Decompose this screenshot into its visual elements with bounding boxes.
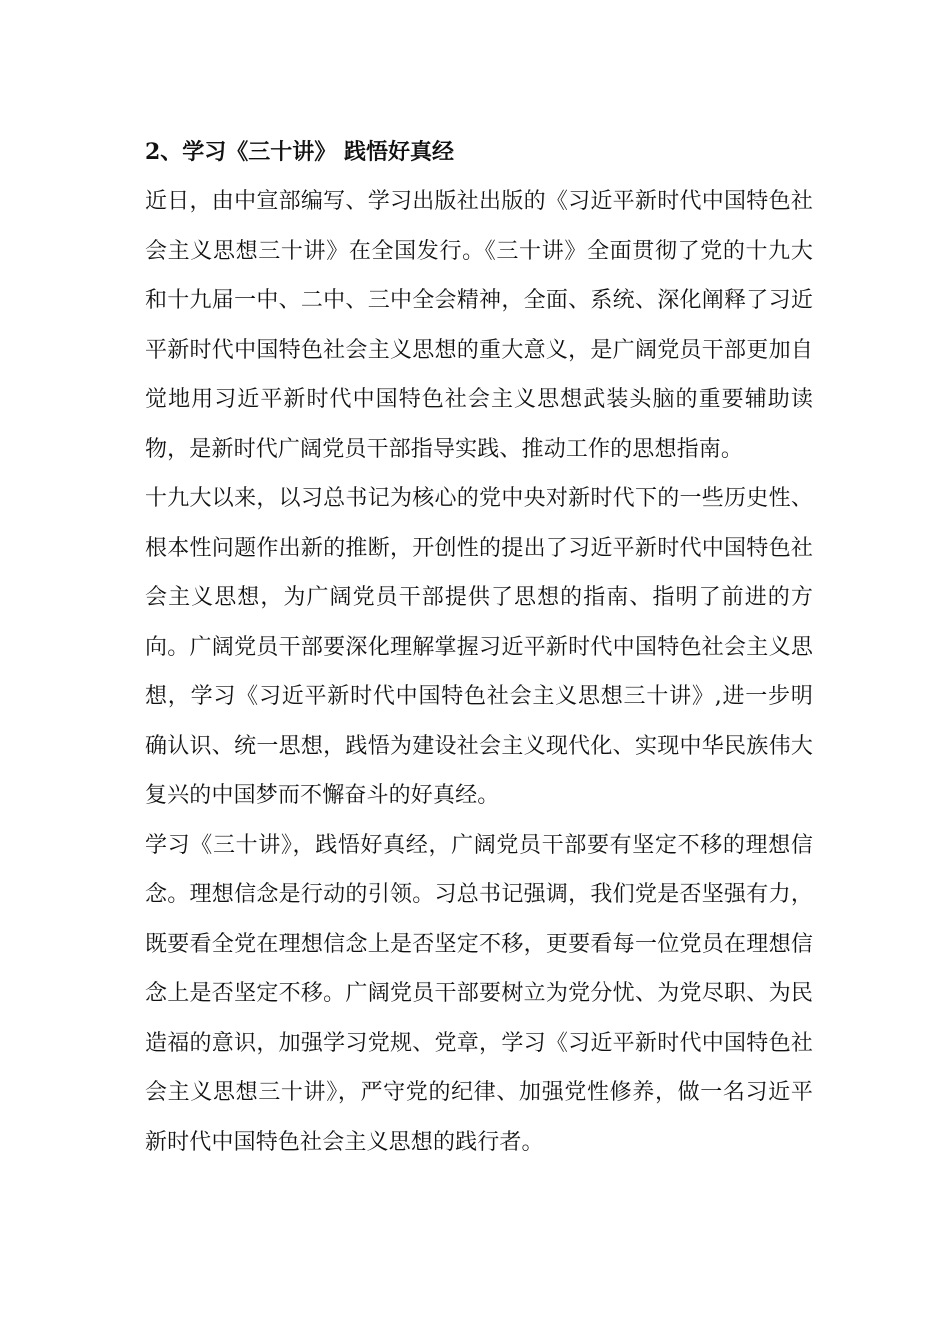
paragraph-1: 近日，由中宣部编写、学习出版社出版的《习近平新时代中国特色社会主义思想三十讲》在全国发行。《三十讲》全面贯彻了党的十九大和十九届一中、二中、三中全会精神，全面、系统、深化阐释了习近平新时代中国特色社会主义思想的重大意义，是广阔党员干部更加自觉地用习近平新时代中国特色社会主义思想武装头脑的重要辅助读物，是新时代广阔党员干部指导实践、推动工作的思想指南。 xyxy=(145,189,813,462)
section-heading: 2、学习《三十讲》 践悟好真经 xyxy=(145,139,454,165)
paragraph-3: 学习《三十讲》，践悟好真经，广阔党员干部要有坚定不移的理想信念。理想信念是行动的引领。习总书记强调，我们党是否坚强有力，既要看全党在理想信念上是否坚定不移，更要看每一位党员在理想信念上是否坚定不移。广阔党员干部要树立为党分忧、为党尽职、为民造福的意识，加强学习党规、党章，学习《习近平新时代中国特色社会主义思想三十讲》，严守党的纪律、加强党性修养，做一名习近平新时代中国特色社会主义思想的践行者。 xyxy=(145,832,813,1155)
document-body xyxy=(145,128,813,1167)
paragraph-2: 十九大以来，以习总书记为核心的党中央对新时代下的一些历史性、根本性问题作出新的推断，开创性的提出了习近平新时代中国特色社会主义思想，为广阔党员干部提供了思想的指南、指明了前进的方向。广阔党员干部要深化理解掌握习近平新时代中国特色社会主义思想，学习《习近平新时代中国特色社会主义思想三十讲》,进一步明确认识、统一思想，践悟为建设社会主义现代化、实现中华民族伟大复兴的中国梦而不懈奋斗的好真经。 xyxy=(145,486,813,808)
